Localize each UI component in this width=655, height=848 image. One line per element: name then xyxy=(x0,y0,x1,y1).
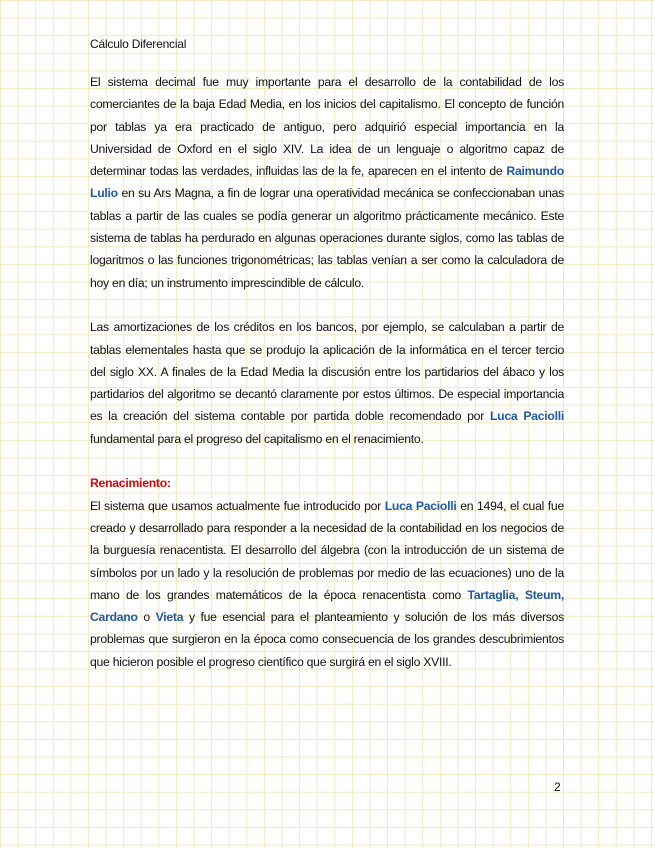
paragraph-spacer xyxy=(90,450,564,472)
name-luca-paciolli: Luca Paciolli xyxy=(384,498,457,513)
paragraph-text: y fue esencial para el planteamiento y solución de los más diversos problemas que surgieron en la época como consecuencia de los grandes descubrimientos que hicieron posible el progreso científico que surgirá en el siglo XVIII. xyxy=(90,610,564,669)
section-heading-renacimiento: Renacimiento: xyxy=(90,476,171,491)
paragraph-decimal-system xyxy=(90,71,564,294)
name-tartaglia-steum-cardano: Tartaglia, Steum, Cardano xyxy=(90,587,564,625)
paragraph-text: en su Ars Magna, a fin de lograr una operatividad mecánica se confeccionaban unas tablas a partir de las cuales se podía generar un algoritmo prácticamente mecánico. Este sistema de tablas ha perdurado en algunas operaciones durante siglos, como las tablas de logaritmos o las funciones trigonométricas; las tablas venían a ser como la calculadora de hoy en día; un instrumento imprescindible de cálculo. xyxy=(90,186,564,290)
name-luca-paciolli: Luca Paciolli xyxy=(489,409,564,424)
document-body xyxy=(90,71,564,673)
paragraph-text: El sistema que usamos actualmente fue introducido por xyxy=(90,498,385,513)
page-number: 2 xyxy=(554,780,561,794)
paragraph-amortizations xyxy=(90,316,564,450)
name-raimundo-lulio: Raimundo Lulio xyxy=(90,164,564,201)
paragraph-text: en 1494, el cual fue creado y desarrollado para responder a la necesidad de la contabilidad en los negocios de la burguesía renacentista. El desarrollo del álgebra (con la introducción de un sistema de símbolos por un lado y la resolución de problemas por medio de las ecuaciones) uno de la mano de los grandes matemáticos de la época renacentista como xyxy=(90,498,564,602)
page-header: Cálculo Diferencial xyxy=(90,37,187,51)
paragraph-spacer xyxy=(90,294,564,316)
paragraph-text: o xyxy=(137,610,156,625)
paragraph-text: Las amortizaciones de los créditos en los bancos, por ejemplo, se calculaban a partir de tablas elementales hasta que se produjo la aplicación de la informática en el tercer tercio del siglo XX. A finales de la Edad Media la discusión entre los partidarios del ábaco y los partidarios del algoritmo se decantó claramente por estos últimos. De especial importancia es la creación del sistema contable por partida doble recomendado por xyxy=(90,320,564,424)
paragraph-text: El sistema decimal fue muy importante para el desarrollo de la contabilidad de los comerciantes de la baja Edad Media, en los inicios del capitalismo. El concepto de función por tablas ya era practicado de antiguo, pero adquirió especial importancia en la Universidad de Oxford en el siglo XIV. La idea de un lenguaje o algoritmo capaz de determinar todas las verdades, influidas las de la fe, aparecen en el intento de xyxy=(90,75,564,179)
name-vieta: Vieta xyxy=(155,610,184,625)
paragraph-text: fundamental para el progreso del capitalismo en el renacimiento. xyxy=(90,431,424,446)
paragraph-renaissance xyxy=(90,495,564,673)
